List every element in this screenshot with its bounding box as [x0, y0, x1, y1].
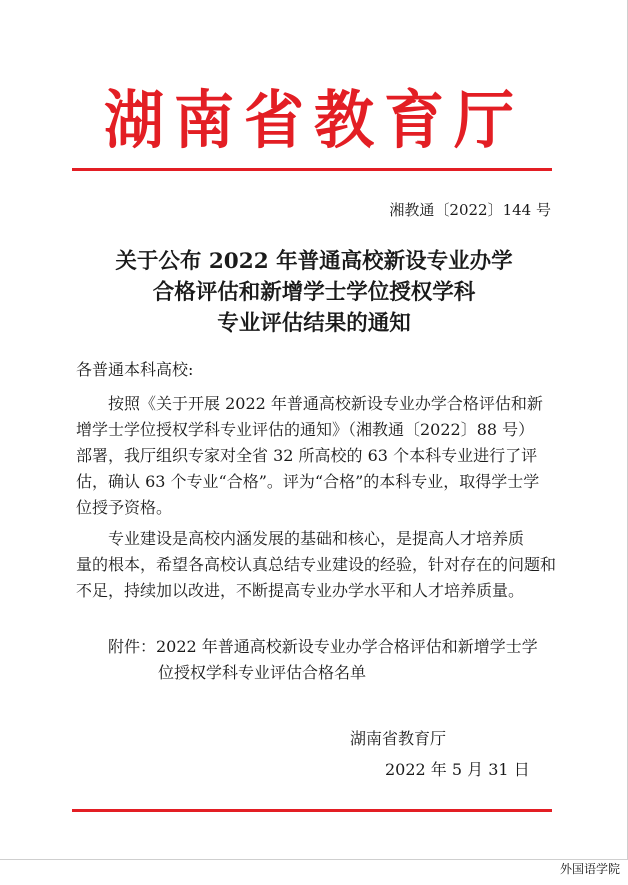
paragraph-line: 部署，我厅组织专家对全省 32 所高校的 63 个本科专业进行了评: [76, 446, 538, 465]
red-separator-bottom: [72, 809, 552, 812]
title-line-2: 合格评估和新增学士学位授权学科: [152, 280, 476, 305]
red-separator-top: [72, 168, 552, 171]
paragraph-line: 不足，持续加以改进，不断提高专业办学水平和人才培养质量。: [76, 581, 525, 600]
paragraph-line: 增学士学位授权学科专业评估的通知》（湘教通〔2022〕88 号）: [76, 420, 535, 439]
paragraph-line: 位授予资格。: [76, 498, 173, 517]
attachment-line-2: 位授权学科专业评估合格名单: [158, 663, 367, 682]
body-paragraph-1: [76, 391, 552, 521]
notice-title: [0, 246, 628, 339]
body-paragraph-2: [76, 526, 557, 604]
paragraph-line: 按照《关于开展 2022 年普通高校新设专业办学合格评估和新: [76, 394, 543, 413]
salutation: 各普通本科高校:: [76, 360, 194, 379]
title-line-3: 专业评估结果的通知: [217, 311, 411, 336]
paragraph-line: 量的根本，希望各高校认真总结专业建设的经验，针对存在的问题和: [76, 555, 557, 574]
source-watermark: 外国语学院: [559, 862, 620, 876]
signature-organization: 湖南省教育厅: [350, 729, 447, 748]
paragraph-line: 专业建设是高校内涵发展的基础和核心，是提高人才培养质: [76, 529, 525, 548]
attachment-line-1: 附件：2022 年普通高校新设专业办学合格评估和新增学士学: [108, 637, 538, 656]
issuing-authority-header: 湖南省教育厅: [104, 84, 524, 158]
title-line-1: 关于公布 2022 年普通高校新设专业办学: [115, 249, 513, 274]
signature-date: 2022 年 5 月 31 日: [385, 760, 530, 779]
attachment-note: [108, 634, 538, 686]
document-number: 湘教通〔2022〕144 号: [389, 201, 551, 219]
paragraph-line: 估，确认 63 个专业“合格”。评为“合格”的本科专业，取得学士学: [76, 472, 540, 491]
